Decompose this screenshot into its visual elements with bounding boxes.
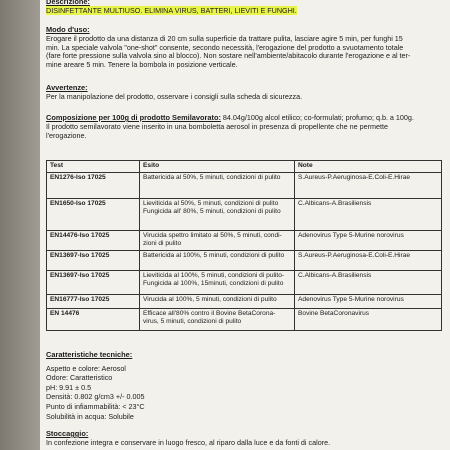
usage-line-3: (fare forte pressione sulla valvola sino al blocco). Non sostare nell'ambiente/abitacolo durante l'erogazione e al ter- bbox=[46, 51, 411, 61]
cell-esito bbox=[140, 251, 295, 271]
esito-line: zioni di pulito bbox=[143, 239, 182, 247]
cell-test: EN1276-Iso 17025 bbox=[47, 173, 140, 199]
usage-section bbox=[46, 26, 446, 70]
esito-line: Virucida spettro limitato al 50%, 5 minuti, condi- bbox=[143, 232, 282, 239]
table-row bbox=[47, 295, 442, 309]
warnings-section bbox=[46, 84, 446, 102]
warnings-heading: Avvertenze: bbox=[46, 83, 88, 92]
cell-note: C.Albicans-A.Brasiliensis bbox=[295, 199, 442, 231]
tech-solubility: Solubilità in acqua: Solubile bbox=[46, 411, 134, 421]
esito-line: Fungicida al 100%, 15minuti, condizioni di pulito bbox=[143, 279, 284, 287]
cell-note: Adenovirus Type 5-Murine norovirus bbox=[295, 231, 442, 251]
header-test: Test bbox=[47, 161, 140, 173]
cell-esito bbox=[140, 231, 295, 251]
cell-test: EN13697-Iso 17025 bbox=[47, 271, 140, 295]
header-esito: Esito bbox=[140, 161, 295, 173]
esito-line: Lieviticida al 100%, 5 minuti, condizioni di pulito- bbox=[143, 272, 285, 279]
esito-line: virus, 5 minuti, condizioni di pulito bbox=[143, 317, 242, 325]
table-row bbox=[47, 251, 442, 271]
esito-line: Fungicida all' 80%, 5 minuti, condizioni di pulito bbox=[143, 207, 281, 215]
background-surface bbox=[0, 0, 42, 450]
cell-test: EN1650-Iso 17025 bbox=[47, 199, 140, 231]
tech-ph: pH: 9.91 ± 0.5 bbox=[46, 382, 92, 392]
cell-esito bbox=[140, 309, 295, 331]
cell-note: Bovine BetaCoronavirus bbox=[295, 309, 442, 331]
composition-line-3: l'erogazione. bbox=[46, 130, 87, 140]
usage-heading: Modo d'uso: bbox=[46, 25, 90, 34]
table-header-row bbox=[47, 161, 442, 173]
table-row bbox=[47, 231, 442, 251]
cell-note: C.Albicans-A.Brasiliensis bbox=[295, 271, 442, 295]
cell-note: S.Aureus-P.Aeruginosa-E.Coli-E.Hirae bbox=[295, 173, 442, 199]
table-row bbox=[47, 173, 442, 199]
table-row bbox=[47, 271, 442, 295]
table-row bbox=[47, 309, 442, 331]
cell-esito bbox=[140, 199, 295, 231]
cell-note: S.Aureus-P.Aeruginosa-E.Coli-E.Hirae bbox=[295, 251, 442, 271]
storage-heading: Stoccaggio: bbox=[46, 429, 89, 438]
composition-heading: Composizione per 100g di prodotto Semilavorato: bbox=[46, 113, 221, 122]
warnings-text: Per la manipolazione del prodotto, osservare i consigli sulla scheda di sicurezza. bbox=[46, 91, 303, 101]
composition-first-line: Composizione per 100g di prodotto Semilavorato: 84.04g/100g alcol etilico; co-formulati; profumo; q.b. a 100g. bbox=[46, 113, 414, 122]
cell-test: EN13697-Iso 17025 bbox=[47, 251, 140, 271]
composition-line-2: Il prodotto semilavorato viene inserito in una bomboletta aerosol in presenza di propellente che ne permette bbox=[46, 121, 389, 131]
esito-line: Virucida al 100%, 5 minuti, condizioni di pulito bbox=[143, 296, 277, 303]
tech-flash-point: Punto di infiammabilità: < 23°C bbox=[46, 401, 145, 411]
tech-density: Densità: 0.802 g/cm3 +/- 0.005 bbox=[46, 392, 145, 402]
description-text: DISINFETTANTE MULTIUSO. ELIMINA VIRUS, BATTERI, LIEVITI E FUNGHI. bbox=[46, 5, 297, 15]
description-heading: Descrizione: bbox=[46, 0, 90, 6]
tech-appearance: Aspetto e colore: Aerosol bbox=[46, 363, 126, 373]
cell-test: EN 14476 bbox=[47, 309, 140, 331]
esito-line: Efficace all'80% contro il Bovine BetaCorona- bbox=[143, 310, 276, 317]
table-row bbox=[47, 199, 442, 231]
cell-test: EN14476-Iso 17025 bbox=[47, 231, 140, 251]
usage-line-4: mine areare 5 min. Tenere la bombola in posizione verticale. bbox=[46, 60, 238, 70]
esito-line: Battericida al 50%, 5 minuti, condizioni di pulito bbox=[143, 174, 281, 181]
cell-esito bbox=[140, 295, 295, 309]
technical-section bbox=[46, 350, 446, 421]
cell-esito bbox=[140, 173, 295, 199]
header-note: Note bbox=[295, 161, 442, 173]
technical-heading: Caratteristiche tecniche: bbox=[46, 350, 133, 359]
usage-line-2: min. La speciale valvola "one-shot" consente, secondo necessità, l'erogazione del prodotto a svuotamento totale bbox=[46, 42, 404, 52]
storage-text: In confezione integra e conservare in luogo fresco, al riparo dalla luce e da fonti di calore. bbox=[46, 437, 331, 447]
usage-line-1: Erogare il prodotto da una distanza di 20 cm sulla superficie da trattare pulita, lasciare agire 5 min, per funghi 15 bbox=[46, 33, 403, 43]
tech-odor: Odore: Caratteristico bbox=[46, 373, 113, 383]
cell-test: EN16777-Iso 17025 bbox=[47, 295, 140, 309]
test-results-table bbox=[46, 160, 442, 331]
document-page bbox=[40, 0, 450, 450]
description-section bbox=[46, 0, 446, 16]
composition-section bbox=[46, 114, 446, 140]
storage-section bbox=[46, 430, 446, 448]
esito-line: Lieviticida al 50%, 5 minuti, condizioni di pulito bbox=[143, 200, 279, 207]
cell-esito bbox=[140, 271, 295, 295]
cell-note: Adenovirus Type 5-Murine norovirus bbox=[295, 295, 442, 309]
esito-line: Battericida al 100%, 5 minuti, condizioni di pulito bbox=[143, 252, 285, 259]
